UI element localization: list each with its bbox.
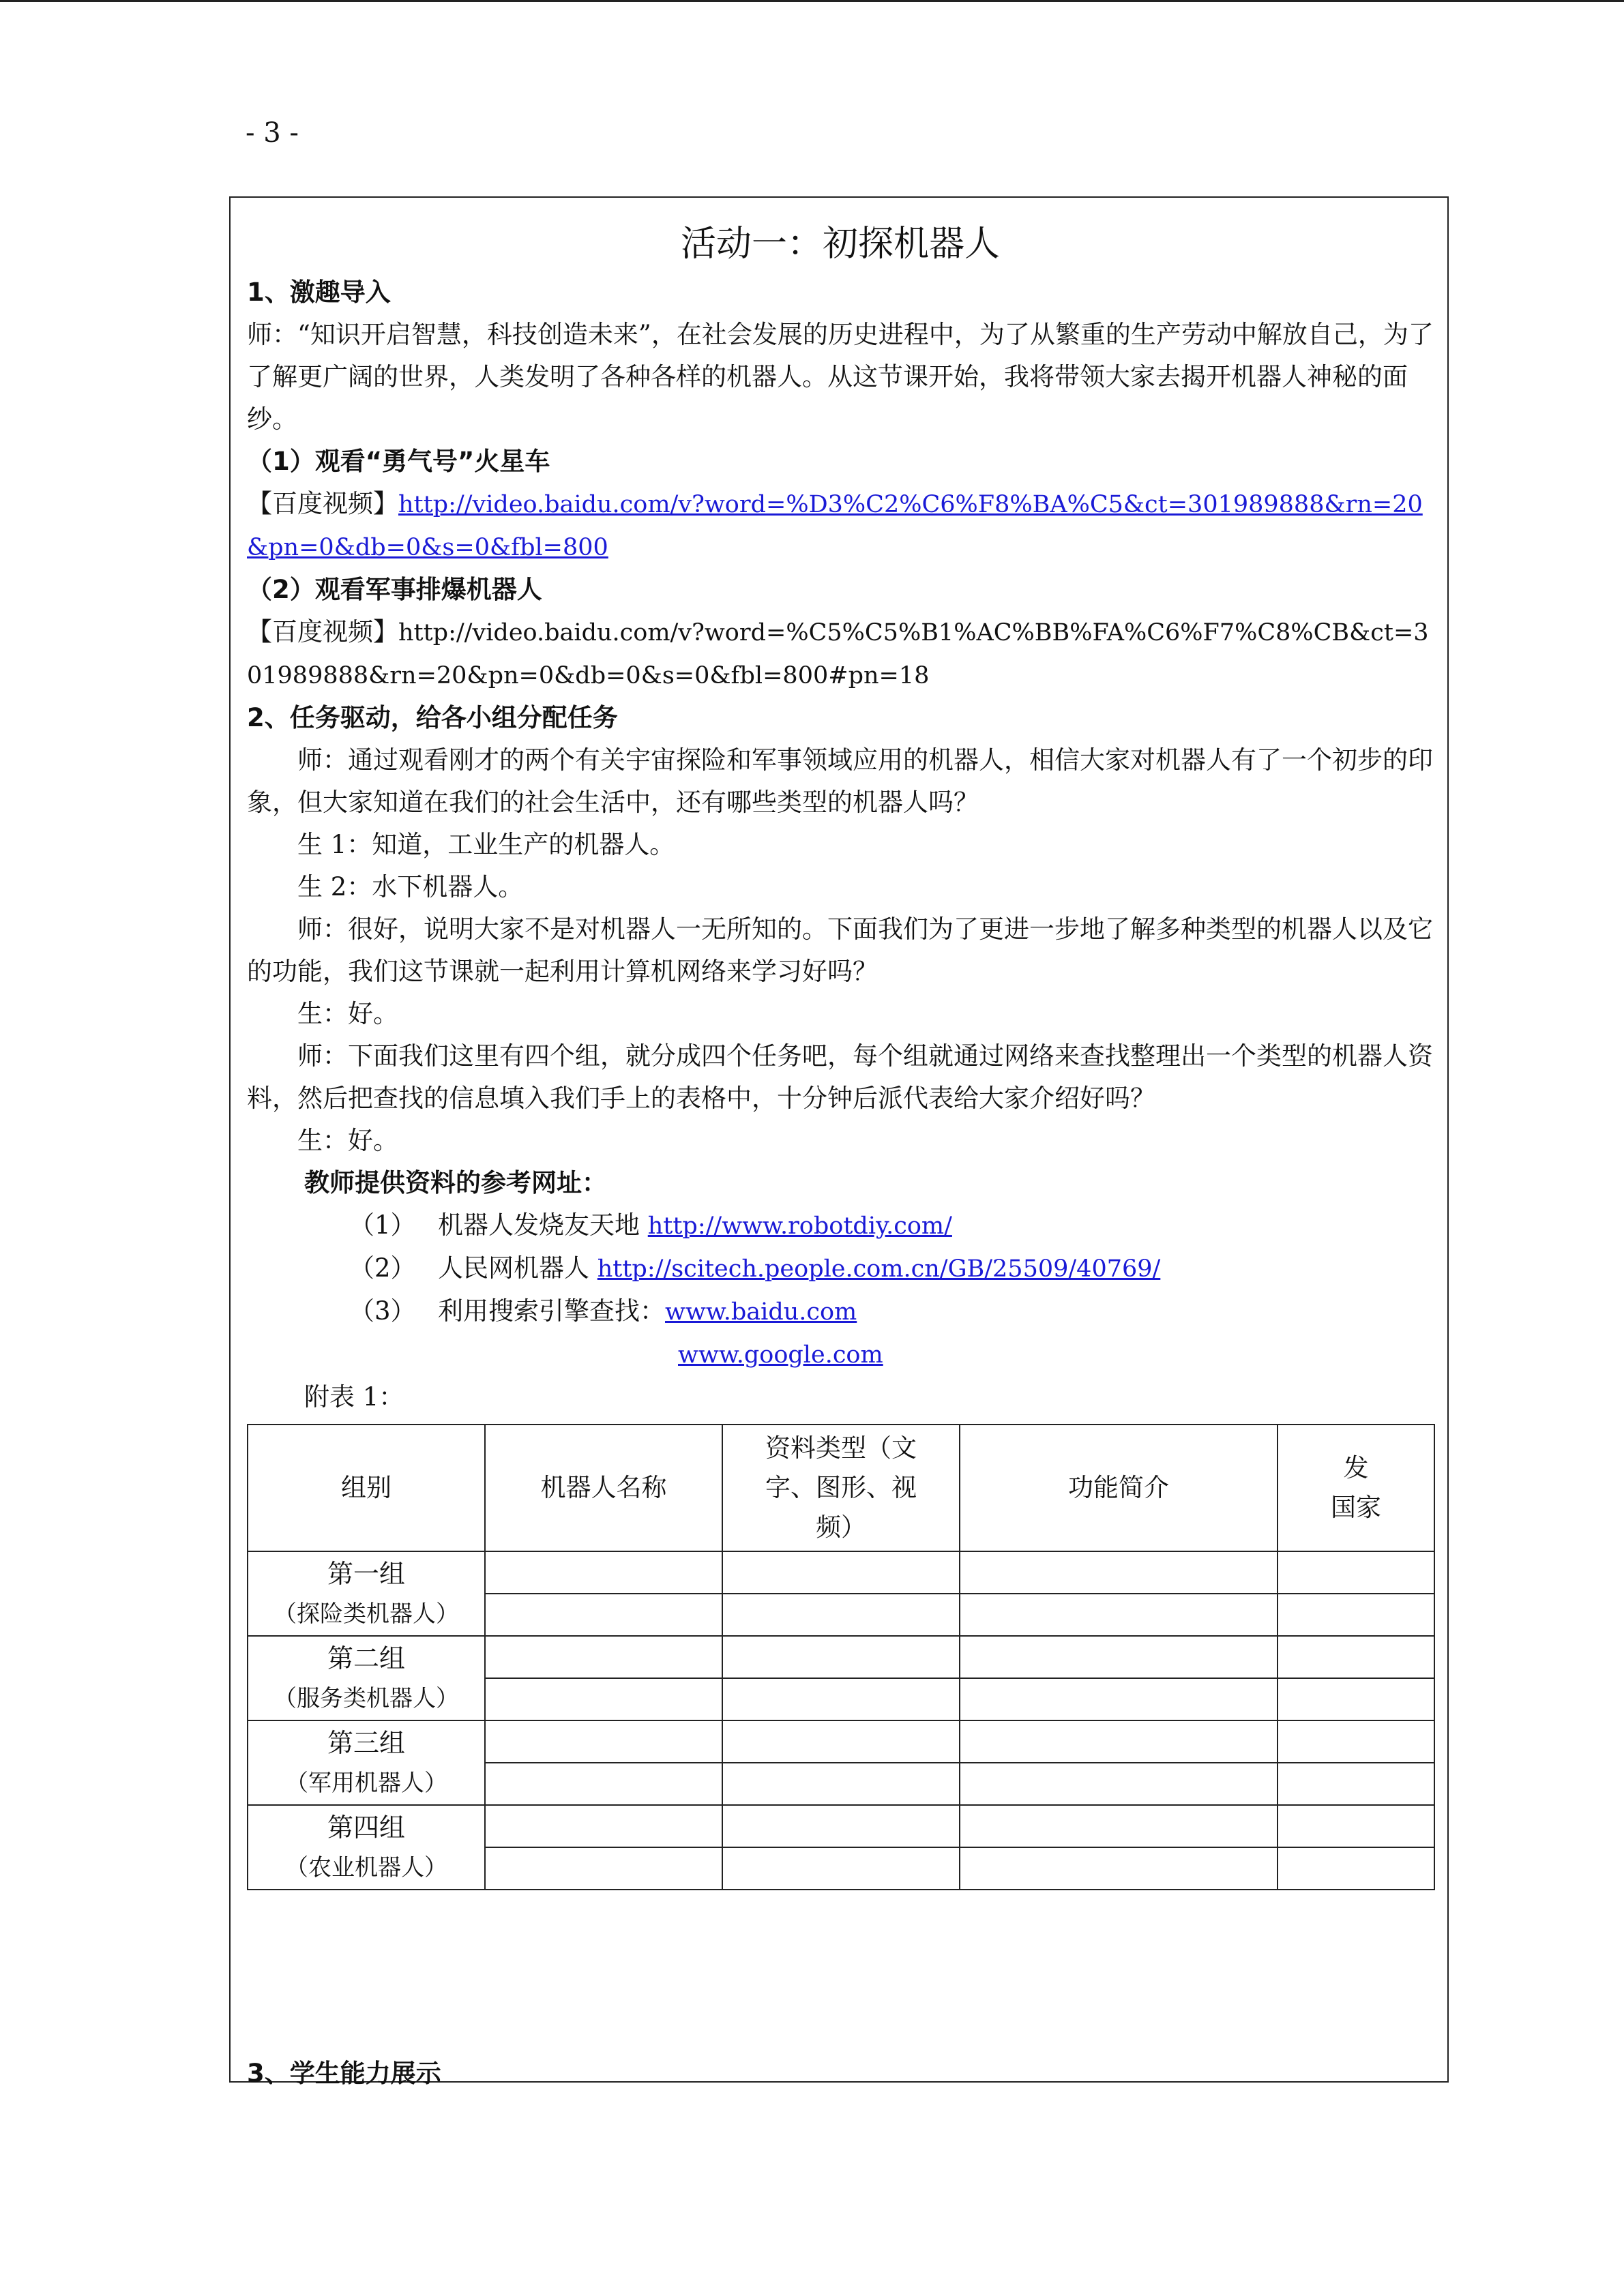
table-cell[interactable] (485, 1594, 722, 1636)
section1-paragraph: 师：“知识开启智慧，科技创造未来”，在社会发展的历史进程中，为了从繁重的生产劳动中解放自己，为了了解更广阔的世界，人类发明了各种各样的机器人。从这节课开始，我将带领大家去揭开机器人神秘的面纱。 (247, 320, 1434, 434)
ref-number: （3） (349, 1296, 416, 1326)
table-cell[interactable] (1278, 1594, 1434, 1636)
dialogue-line: 师：通过观看刚才的两个有关宇宙探险和军事领域应用的机器人，相信大家对机器人有了一个初步的印象，但大家知道在我们的社会生活中，还有哪些类型的机器人吗？ (247, 745, 1433, 817)
table-cell[interactable] (722, 1678, 960, 1720)
group-name: 第一组 (327, 1559, 405, 1589)
dialogue-line: 生：好。 (297, 1126, 398, 1155)
group-name: 第三组 (327, 1728, 405, 1758)
ref-text: 机器人发烧友天地 (438, 1210, 648, 1240)
table-cell[interactable] (1278, 1805, 1434, 1847)
section2-heading: 2、任务驱动，给各小组分配任务 (247, 703, 618, 732)
group-cell (248, 1805, 485, 1890)
dialogue-line: 生 2：水下机器人。 (297, 872, 524, 901)
lesson-frame (229, 196, 1449, 2088)
ref-link[interactable]: www.baidu.com (665, 1298, 857, 1326)
refs-heading: 教师提供资料的参考网址： (304, 1168, 607, 1197)
activity-title: 活动一：初探机器人 (680, 224, 1000, 265)
table-cell[interactable] (1278, 1678, 1434, 1720)
table-cell[interactable] (485, 1847, 722, 1890)
sub1-video-line (247, 483, 1434, 569)
table-cell[interactable] (485, 1678, 722, 1720)
header-robot-name: 机器人名称 (485, 1425, 722, 1551)
ref-item (247, 1290, 1434, 1333)
group-type: （探险类机器人） (274, 1600, 459, 1628)
table-cell[interactable] (485, 1636, 722, 1678)
top-border-line (0, 0, 1624, 2)
sub2-video-url: http://video.baidu.com/v?word=%C5%C5%B1%AC%BB%FA%C6%F7%C8%CB&ct=301989888&rn=20&pn=0&db=0&s=0&fbl=800#pn=18 (247, 619, 1429, 689)
table-cell[interactable] (485, 1805, 722, 1847)
ref-extra-link[interactable]: www.google.com (678, 1341, 883, 1369)
table-row (248, 1636, 1434, 1678)
table-row (248, 1551, 1434, 1594)
table-cell[interactable] (960, 1763, 1278, 1805)
table-header-row (248, 1425, 1434, 1551)
table-cell[interactable] (960, 1678, 1278, 1720)
dialogue-line: 师：很好，说明大家不是对机器人一无所知的。下面我们为了更进一步地了解多种类型的机器人以及它的功能，我们这节课就一起利用计算机网络来学习好吗？ (247, 914, 1433, 986)
table-cell[interactable] (722, 1551, 960, 1594)
table-cell[interactable] (1278, 1551, 1434, 1594)
dialogue-line: 生：好。 (297, 999, 398, 1028)
sub2-video-line (247, 611, 1434, 697)
ref-item (247, 1204, 1434, 1247)
table-cell[interactable] (960, 1636, 1278, 1678)
header-function: 功能简介 (960, 1425, 1278, 1551)
table-cell[interactable] (1278, 1847, 1434, 1890)
ref-number: （1） (349, 1210, 416, 1240)
page-number: - 3 - (246, 117, 299, 149)
table-cell[interactable] (722, 1636, 960, 1678)
table-row (248, 1805, 1434, 1847)
ref-text: 利用搜索引擎查找： (438, 1296, 665, 1326)
dialogue-line: 师：下面我们这里有四个组，就分成四个任务吧，每个组就通过网络来查找整理出一个类型的机器人资料，然后把查找的信息填入我们手上的表格中，十分钟后派代表给大家介绍好吗？ (247, 1041, 1433, 1113)
table-cell[interactable] (1278, 1763, 1434, 1805)
table-cell[interactable] (485, 1763, 722, 1805)
sub2-heading: （2）观看军事排爆机器人 (247, 575, 542, 604)
sub1-label: 【百度视频】 (247, 489, 398, 518)
ref-item (247, 1247, 1434, 1290)
group-cell (248, 1551, 485, 1636)
table-cell[interactable] (722, 1594, 960, 1636)
table-row (248, 1720, 1434, 1763)
table-cell[interactable] (960, 1805, 1278, 1847)
section3-heading: 3、学生能力展示 (247, 2059, 441, 2088)
table-cell[interactable] (1278, 1636, 1434, 1678)
ref-link[interactable]: http://www.robotdiy.com/ (647, 1212, 952, 1240)
sub2-label: 【百度视频】 (247, 617, 398, 646)
lesson-content (247, 198, 1434, 1890)
sub1-heading: （1）观看“勇气号”火星车 (247, 447, 550, 476)
section1-heading: 1、激趣导入 (247, 278, 391, 307)
group-cell (248, 1636, 485, 1720)
table-cell[interactable] (485, 1551, 722, 1594)
table-cell[interactable] (722, 1805, 960, 1847)
group-type: （服务类机器人） (274, 1685, 459, 1712)
table-cell[interactable] (722, 1847, 960, 1890)
ref-number: （2） (349, 1253, 416, 1283)
group-name: 第四组 (327, 1813, 405, 1843)
table-cell[interactable] (722, 1763, 960, 1805)
table-cell[interactable] (960, 1594, 1278, 1636)
header-group: 组别 (248, 1425, 485, 1551)
table-cell[interactable] (960, 1551, 1278, 1594)
ref-text: 人民网机器人 (438, 1253, 597, 1283)
table-caption: 附表 1： (304, 1382, 404, 1412)
table-cell[interactable] (722, 1720, 960, 1763)
table-cell[interactable] (960, 1720, 1278, 1763)
task-table (247, 1424, 1435, 1890)
table-cell[interactable] (485, 1720, 722, 1763)
dialogue-line: 生 1：知道，工业生产的机器人。 (297, 830, 675, 859)
table-cell[interactable] (1278, 1720, 1434, 1763)
ref-link[interactable]: http://scitech.people.com.cn/GB/25509/40769/ (597, 1255, 1161, 1283)
group-type: （军用机器人） (285, 1770, 447, 1797)
header-country: 发 国家 (1278, 1425, 1434, 1551)
group-name: 第二组 (327, 1643, 405, 1673)
group-type: （农业机器人） (285, 1854, 447, 1881)
ref-extra-line (247, 1333, 1434, 1376)
table-cell[interactable] (960, 1847, 1278, 1890)
sub1-video-link[interactable]: http://video.baidu.com/v?word=%D3%C2%C6%F8%BA%C5&ct=301989888&rn=20&pn=0&db=0&s=0&fbl=800 (247, 491, 1423, 561)
group-cell (248, 1720, 485, 1805)
header-material-type: 资料类型（文字、图形、视频） (722, 1425, 960, 1551)
